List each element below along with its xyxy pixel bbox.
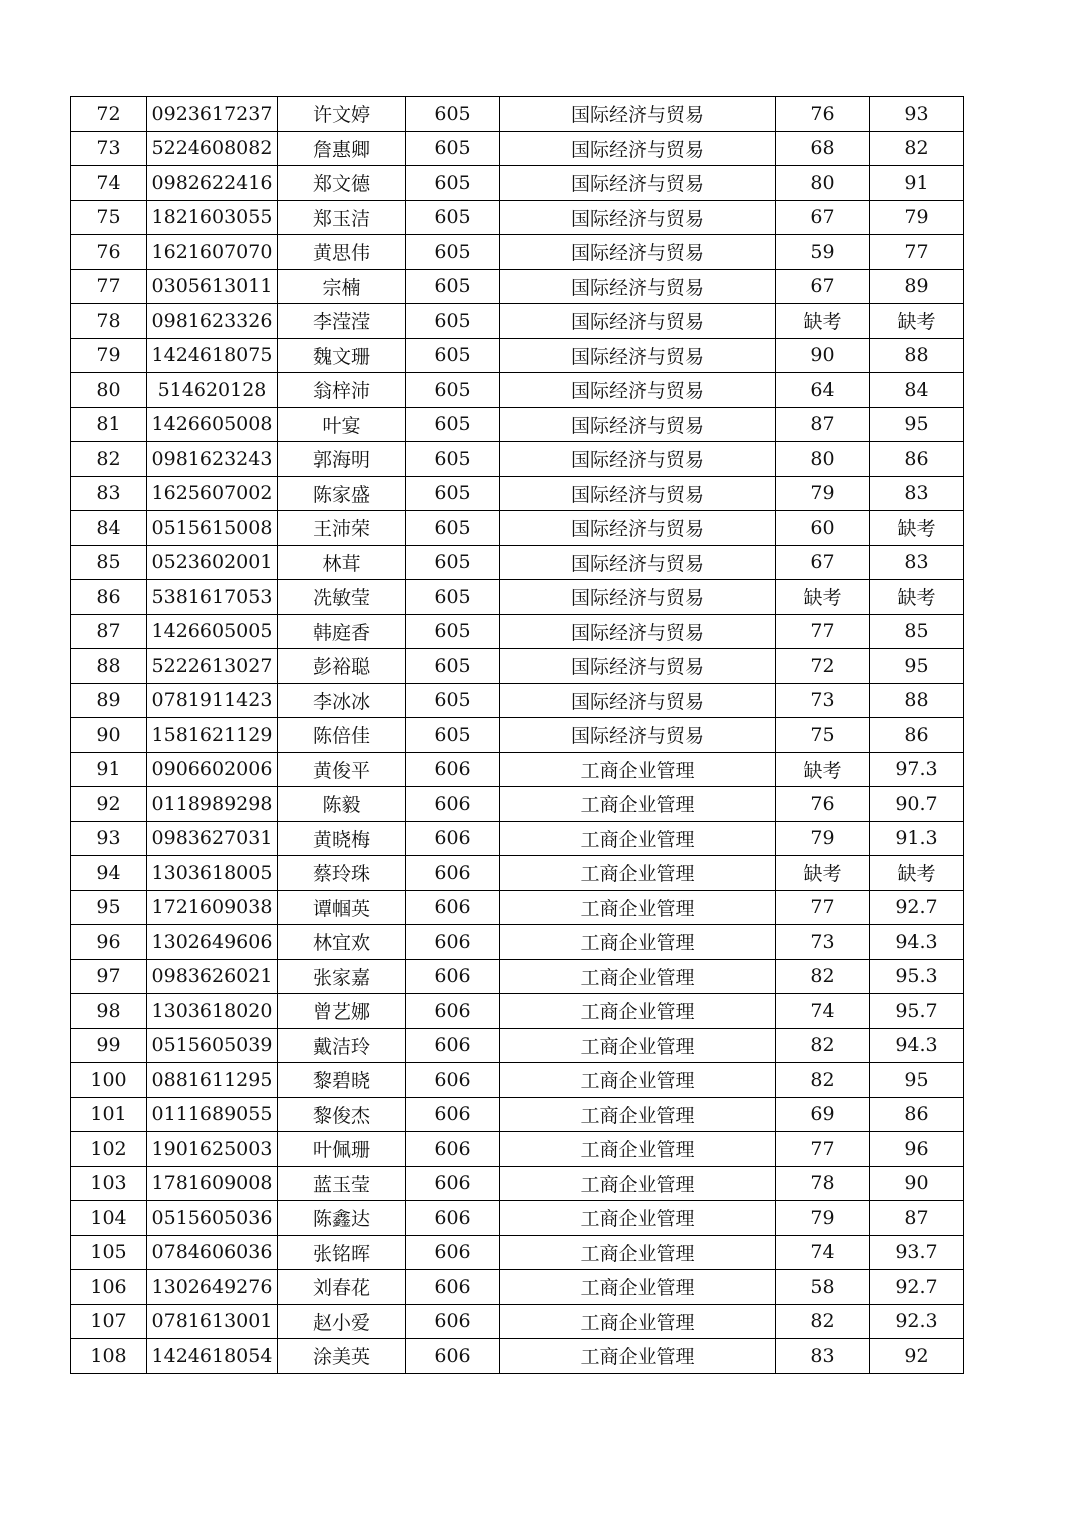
score-1-cell: 68 <box>776 131 870 166</box>
major-cell: 工商企业管理 <box>500 1166 776 1201</box>
score-1-cell: 74 <box>776 1235 870 1270</box>
name-cell: 郭海明 <box>278 442 406 477</box>
score-1-cell: 缺考 <box>776 752 870 787</box>
score-2-cell: 95.3 <box>870 959 964 994</box>
score-2-cell: 84 <box>870 373 964 408</box>
table-row <box>71 166 964 201</box>
table-row <box>71 545 964 580</box>
row-number-cell: 99 <box>71 1028 147 1063</box>
name-cell: 蔡玲珠 <box>278 856 406 891</box>
table-row <box>71 925 964 960</box>
name-cell: 彭裕聪 <box>278 649 406 684</box>
score-1-cell: 67 <box>776 269 870 304</box>
table-row <box>71 1270 964 1305</box>
table-row <box>71 1339 964 1374</box>
major-cell: 工商企业管理 <box>500 752 776 787</box>
major-cell: 国际经济与贸易 <box>500 649 776 684</box>
name-cell: 许文婷 <box>278 97 406 132</box>
score-2-cell: 83 <box>870 545 964 580</box>
major-code-cell: 605 <box>406 338 500 373</box>
name-cell: 赵小爱 <box>278 1304 406 1339</box>
table-row <box>71 1132 964 1167</box>
name-cell: 宗楠 <box>278 269 406 304</box>
score-2-cell: 89 <box>870 269 964 304</box>
exam-id-cell: 1426605005 <box>147 614 278 649</box>
score-2-cell: 93.7 <box>870 1235 964 1270</box>
exam-id-cell: 0515605039 <box>147 1028 278 1063</box>
name-cell: 涂美英 <box>278 1339 406 1374</box>
name-cell: 冼敏莹 <box>278 580 406 615</box>
score-1-cell: 73 <box>776 925 870 960</box>
major-code-cell: 606 <box>406 1235 500 1270</box>
major-cell: 工商企业管理 <box>500 1132 776 1167</box>
major-cell: 工商企业管理 <box>500 1028 776 1063</box>
major-code-cell: 605 <box>406 200 500 235</box>
table-row <box>71 304 964 339</box>
table-row <box>71 476 964 511</box>
row-number-cell: 90 <box>71 718 147 753</box>
exam-id-cell: 5222613027 <box>147 649 278 684</box>
major-cell: 工商企业管理 <box>500 1270 776 1305</box>
major-code-cell: 606 <box>406 1063 500 1098</box>
major-cell: 工商企业管理 <box>500 1201 776 1236</box>
major-cell: 国际经济与贸易 <box>500 338 776 373</box>
exam-id-cell: 1625607002 <box>147 476 278 511</box>
major-cell: 工商企业管理 <box>500 1097 776 1132</box>
score-2-cell: 缺考 <box>870 856 964 891</box>
major-cell: 国际经济与贸易 <box>500 442 776 477</box>
table-row <box>71 580 964 615</box>
major-code-cell: 606 <box>406 821 500 856</box>
major-cell: 工商企业管理 <box>500 787 776 822</box>
row-number-cell: 102 <box>71 1132 147 1167</box>
score-2-cell: 94.3 <box>870 1028 964 1063</box>
name-cell: 陈倍佳 <box>278 718 406 753</box>
table-row <box>71 511 964 546</box>
exam-id-cell: 0906602006 <box>147 752 278 787</box>
exam-id-cell: 0983626021 <box>147 959 278 994</box>
score-2-cell: 91.3 <box>870 821 964 856</box>
score-1-cell: 74 <box>776 994 870 1029</box>
exam-id-cell: 0118989298 <box>147 787 278 822</box>
score-1-cell: 69 <box>776 1097 870 1132</box>
major-code-cell: 606 <box>406 1339 500 1374</box>
table-row <box>71 718 964 753</box>
name-cell: 李滢滢 <box>278 304 406 339</box>
major-code-cell: 605 <box>406 97 500 132</box>
major-cell: 国际经济与贸易 <box>500 511 776 546</box>
score-table <box>70 96 964 1374</box>
score-2-cell: 79 <box>870 200 964 235</box>
exam-id-cell: 0523602001 <box>147 545 278 580</box>
score-1-cell: 77 <box>776 614 870 649</box>
row-number-cell: 100 <box>71 1063 147 1098</box>
row-number-cell: 87 <box>71 614 147 649</box>
score-2-cell: 91 <box>870 166 964 201</box>
score-2-cell: 92.7 <box>870 1270 964 1305</box>
table-row <box>71 338 964 373</box>
major-cell: 工商企业管理 <box>500 925 776 960</box>
exam-id-cell: 1426605008 <box>147 407 278 442</box>
major-cell: 国际经济与贸易 <box>500 269 776 304</box>
row-number-cell: 78 <box>71 304 147 339</box>
exam-id-cell: 0981623326 <box>147 304 278 339</box>
name-cell: 戴洁玲 <box>278 1028 406 1063</box>
row-number-cell: 95 <box>71 890 147 925</box>
score-2-cell: 82 <box>870 131 964 166</box>
row-number-cell: 91 <box>71 752 147 787</box>
major-code-cell: 606 <box>406 787 500 822</box>
table-row <box>71 856 964 891</box>
score-2-cell: 缺考 <box>870 580 964 615</box>
major-cell: 工商企业管理 <box>500 959 776 994</box>
score-1-cell: 82 <box>776 1028 870 1063</box>
major-code-cell: 605 <box>406 683 500 718</box>
major-cell: 工商企业管理 <box>500 1304 776 1339</box>
row-number-cell: 80 <box>71 373 147 408</box>
score-2-cell: 92 <box>870 1339 964 1374</box>
major-code-cell: 606 <box>406 1028 500 1063</box>
score-1-cell: 82 <box>776 1063 870 1098</box>
major-code-cell: 605 <box>406 373 500 408</box>
score-2-cell: 96 <box>870 1132 964 1167</box>
table-row <box>71 131 964 166</box>
name-cell: 郑文德 <box>278 166 406 201</box>
name-cell: 翁梓沛 <box>278 373 406 408</box>
table-row <box>71 752 964 787</box>
row-number-cell: 108 <box>71 1339 147 1374</box>
exam-id-cell: 0982622416 <box>147 166 278 201</box>
major-code-cell: 605 <box>406 407 500 442</box>
major-code-cell: 605 <box>406 511 500 546</box>
score-1-cell: 77 <box>776 1132 870 1167</box>
row-number-cell: 85 <box>71 545 147 580</box>
name-cell: 黄俊平 <box>278 752 406 787</box>
score-1-cell: 75 <box>776 718 870 753</box>
exam-id-cell: 0781911423 <box>147 683 278 718</box>
score-1-cell: 64 <box>776 373 870 408</box>
major-cell: 国际经济与贸易 <box>500 580 776 615</box>
exam-id-cell: 0515605036 <box>147 1201 278 1236</box>
table-row <box>71 269 964 304</box>
major-cell: 工商企业管理 <box>500 1339 776 1374</box>
row-number-cell: 82 <box>71 442 147 477</box>
major-code-cell: 605 <box>406 718 500 753</box>
name-cell: 刘春花 <box>278 1270 406 1305</box>
name-cell: 黄思伟 <box>278 235 406 270</box>
exam-id-cell: 514620128 <box>147 373 278 408</box>
name-cell: 李冰冰 <box>278 683 406 718</box>
exam-id-cell: 0981623243 <box>147 442 278 477</box>
row-number-cell: 72 <box>71 97 147 132</box>
row-number-cell: 79 <box>71 338 147 373</box>
exam-id-cell: 0983627031 <box>147 821 278 856</box>
major-code-cell: 606 <box>406 1304 500 1339</box>
row-number-cell: 77 <box>71 269 147 304</box>
exam-id-cell: 1303618020 <box>147 994 278 1029</box>
major-cell: 国际经济与贸易 <box>500 131 776 166</box>
name-cell: 黄晓梅 <box>278 821 406 856</box>
table-row <box>71 373 964 408</box>
major-code-cell: 605 <box>406 545 500 580</box>
score-2-cell: 缺考 <box>870 511 964 546</box>
score-1-cell: 缺考 <box>776 856 870 891</box>
score-1-cell: 82 <box>776 1304 870 1339</box>
score-2-cell: 83 <box>870 476 964 511</box>
score-1-cell: 67 <box>776 545 870 580</box>
row-number-cell: 88 <box>71 649 147 684</box>
exam-id-cell: 1302649276 <box>147 1270 278 1305</box>
score-2-cell: 95 <box>870 407 964 442</box>
major-cell: 国际经济与贸易 <box>500 304 776 339</box>
score-2-cell: 86 <box>870 442 964 477</box>
major-code-cell: 605 <box>406 476 500 511</box>
table-row <box>71 200 964 235</box>
score-2-cell: 86 <box>870 1097 964 1132</box>
major-cell: 工商企业管理 <box>500 890 776 925</box>
score-1-cell: 80 <box>776 166 870 201</box>
exam-id-cell: 1621607070 <box>147 235 278 270</box>
name-cell: 林茸 <box>278 545 406 580</box>
table-row <box>71 1097 964 1132</box>
row-number-cell: 81 <box>71 407 147 442</box>
row-number-cell: 93 <box>71 821 147 856</box>
score-2-cell: 95.7 <box>870 994 964 1029</box>
exam-id-cell: 5224608082 <box>147 131 278 166</box>
table-row <box>71 1063 964 1098</box>
score-1-cell: 缺考 <box>776 580 870 615</box>
row-number-cell: 96 <box>71 925 147 960</box>
score-2-cell: 95 <box>870 1063 964 1098</box>
score-2-cell: 缺考 <box>870 304 964 339</box>
major-code-cell: 606 <box>406 1097 500 1132</box>
score-1-cell: 77 <box>776 890 870 925</box>
table-row <box>71 1028 964 1063</box>
score-1-cell: 缺考 <box>776 304 870 339</box>
name-cell: 叶佩珊 <box>278 1132 406 1167</box>
exam-id-cell: 1721609038 <box>147 890 278 925</box>
exam-id-cell: 1302649606 <box>147 925 278 960</box>
major-cell: 工商企业管理 <box>500 856 776 891</box>
score-2-cell: 93 <box>870 97 964 132</box>
exam-id-cell: 1821603055 <box>147 200 278 235</box>
score-2-cell: 90 <box>870 1166 964 1201</box>
row-number-cell: 92 <box>71 787 147 822</box>
name-cell: 张铭晖 <box>278 1235 406 1270</box>
score-1-cell: 90 <box>776 338 870 373</box>
score-2-cell: 92.7 <box>870 890 964 925</box>
table-row <box>71 959 964 994</box>
major-code-cell: 605 <box>406 269 500 304</box>
score-2-cell: 88 <box>870 338 964 373</box>
major-code-cell: 605 <box>406 614 500 649</box>
name-cell: 郑玉洁 <box>278 200 406 235</box>
major-cell: 国际经济与贸易 <box>500 407 776 442</box>
major-cell: 国际经济与贸易 <box>500 235 776 270</box>
score-1-cell: 58 <box>776 1270 870 1305</box>
name-cell: 陈鑫达 <box>278 1201 406 1236</box>
table-row <box>71 1304 964 1339</box>
table-body <box>71 97 964 1374</box>
table-row <box>71 407 964 442</box>
row-number-cell: 101 <box>71 1097 147 1132</box>
score-1-cell: 87 <box>776 407 870 442</box>
row-number-cell: 76 <box>71 235 147 270</box>
score-2-cell: 97.3 <box>870 752 964 787</box>
name-cell: 谭帼英 <box>278 890 406 925</box>
major-cell: 国际经济与贸易 <box>500 373 776 408</box>
exam-id-cell: 1303618005 <box>147 856 278 891</box>
table-row <box>71 683 964 718</box>
major-code-cell: 606 <box>406 1201 500 1236</box>
exam-id-cell: 1424618054 <box>147 1339 278 1374</box>
major-cell: 工商企业管理 <box>500 821 776 856</box>
major-cell: 国际经济与贸易 <box>500 200 776 235</box>
score-1-cell: 76 <box>776 97 870 132</box>
table-row <box>71 97 964 132</box>
score-1-cell: 79 <box>776 1201 870 1236</box>
name-cell: 王沛荣 <box>278 511 406 546</box>
exam-id-cell: 0515615008 <box>147 511 278 546</box>
name-cell: 陈家盛 <box>278 476 406 511</box>
score-1-cell: 67 <box>776 200 870 235</box>
score-1-cell: 76 <box>776 787 870 822</box>
name-cell: 林宜欢 <box>278 925 406 960</box>
row-number-cell: 105 <box>71 1235 147 1270</box>
row-number-cell: 104 <box>71 1201 147 1236</box>
row-number-cell: 84 <box>71 511 147 546</box>
major-code-cell: 605 <box>406 304 500 339</box>
score-1-cell: 73 <box>776 683 870 718</box>
exam-id-cell: 0781613001 <box>147 1304 278 1339</box>
score-1-cell: 79 <box>776 821 870 856</box>
score-1-cell: 78 <box>776 1166 870 1201</box>
score-2-cell: 92.3 <box>870 1304 964 1339</box>
table-row <box>71 442 964 477</box>
name-cell: 黎俊杰 <box>278 1097 406 1132</box>
table-row <box>71 890 964 925</box>
major-cell: 国际经济与贸易 <box>500 614 776 649</box>
score-2-cell: 77 <box>870 235 964 270</box>
major-code-cell: 606 <box>406 752 500 787</box>
table-row <box>71 994 964 1029</box>
major-code-cell: 605 <box>406 235 500 270</box>
row-number-cell: 89 <box>71 683 147 718</box>
exam-id-cell: 0305613011 <box>147 269 278 304</box>
major-cell: 国际经济与贸易 <box>500 97 776 132</box>
score-1-cell: 83 <box>776 1339 870 1374</box>
major-code-cell: 606 <box>406 1166 500 1201</box>
score-2-cell: 85 <box>870 614 964 649</box>
exam-id-cell: 0111689055 <box>147 1097 278 1132</box>
score-2-cell: 87 <box>870 1201 964 1236</box>
major-code-cell: 605 <box>406 131 500 166</box>
name-cell: 蓝玉莹 <box>278 1166 406 1201</box>
name-cell: 叶宴 <box>278 407 406 442</box>
name-cell: 詹惠卿 <box>278 131 406 166</box>
score-1-cell: 59 <box>776 235 870 270</box>
major-code-cell: 606 <box>406 959 500 994</box>
major-cell: 国际经济与贸易 <box>500 166 776 201</box>
major-cell: 国际经济与贸易 <box>500 545 776 580</box>
score-1-cell: 72 <box>776 649 870 684</box>
row-number-cell: 73 <box>71 131 147 166</box>
major-cell: 工商企业管理 <box>500 1235 776 1270</box>
exam-id-cell: 1781609008 <box>147 1166 278 1201</box>
row-number-cell: 86 <box>71 580 147 615</box>
major-code-cell: 606 <box>406 994 500 1029</box>
row-number-cell: 83 <box>71 476 147 511</box>
exam-id-cell: 0784606036 <box>147 1235 278 1270</box>
table-row <box>71 614 964 649</box>
score-2-cell: 95 <box>870 649 964 684</box>
major-code-cell: 605 <box>406 442 500 477</box>
name-cell: 韩庭香 <box>278 614 406 649</box>
major-cell: 国际经济与贸易 <box>500 683 776 718</box>
score-1-cell: 79 <box>776 476 870 511</box>
major-cell: 国际经济与贸易 <box>500 718 776 753</box>
row-number-cell: 94 <box>71 856 147 891</box>
name-cell: 黎碧晓 <box>278 1063 406 1098</box>
score-2-cell: 94.3 <box>870 925 964 960</box>
row-number-cell: 107 <box>71 1304 147 1339</box>
table-row <box>71 235 964 270</box>
score-1-cell: 60 <box>776 511 870 546</box>
major-code-cell: 606 <box>406 1270 500 1305</box>
name-cell: 张家嘉 <box>278 959 406 994</box>
exam-id-cell: 0881611295 <box>147 1063 278 1098</box>
row-number-cell: 103 <box>71 1166 147 1201</box>
row-number-cell: 75 <box>71 200 147 235</box>
exam-id-cell: 0923617237 <box>147 97 278 132</box>
table-row <box>71 821 964 856</box>
exam-id-cell: 1581621129 <box>147 718 278 753</box>
major-code-cell: 606 <box>406 856 500 891</box>
exam-id-cell: 1901625003 <box>147 1132 278 1167</box>
score-1-cell: 80 <box>776 442 870 477</box>
name-cell: 曾艺娜 <box>278 994 406 1029</box>
exam-id-cell: 1424618075 <box>147 338 278 373</box>
row-number-cell: 98 <box>71 994 147 1029</box>
major-code-cell: 606 <box>406 1132 500 1167</box>
exam-id-cell: 5381617053 <box>147 580 278 615</box>
row-number-cell: 74 <box>71 166 147 201</box>
major-code-cell: 605 <box>406 649 500 684</box>
row-number-cell: 106 <box>71 1270 147 1305</box>
table-row <box>71 1166 964 1201</box>
score-2-cell: 86 <box>870 718 964 753</box>
table-row <box>71 649 964 684</box>
major-code-cell: 606 <box>406 925 500 960</box>
major-cell: 工商企业管理 <box>500 994 776 1029</box>
score-2-cell: 90.7 <box>870 787 964 822</box>
name-cell: 魏文珊 <box>278 338 406 373</box>
table-row <box>71 1201 964 1236</box>
major-cell: 工商企业管理 <box>500 1063 776 1098</box>
table-row <box>71 1235 964 1270</box>
score-1-cell: 82 <box>776 959 870 994</box>
score-2-cell: 88 <box>870 683 964 718</box>
major-code-cell: 605 <box>406 166 500 201</box>
major-code-cell: 606 <box>406 890 500 925</box>
major-code-cell: 605 <box>406 580 500 615</box>
row-number-cell: 97 <box>71 959 147 994</box>
name-cell: 陈毅 <box>278 787 406 822</box>
major-cell: 国际经济与贸易 <box>500 476 776 511</box>
table-row <box>71 787 964 822</box>
